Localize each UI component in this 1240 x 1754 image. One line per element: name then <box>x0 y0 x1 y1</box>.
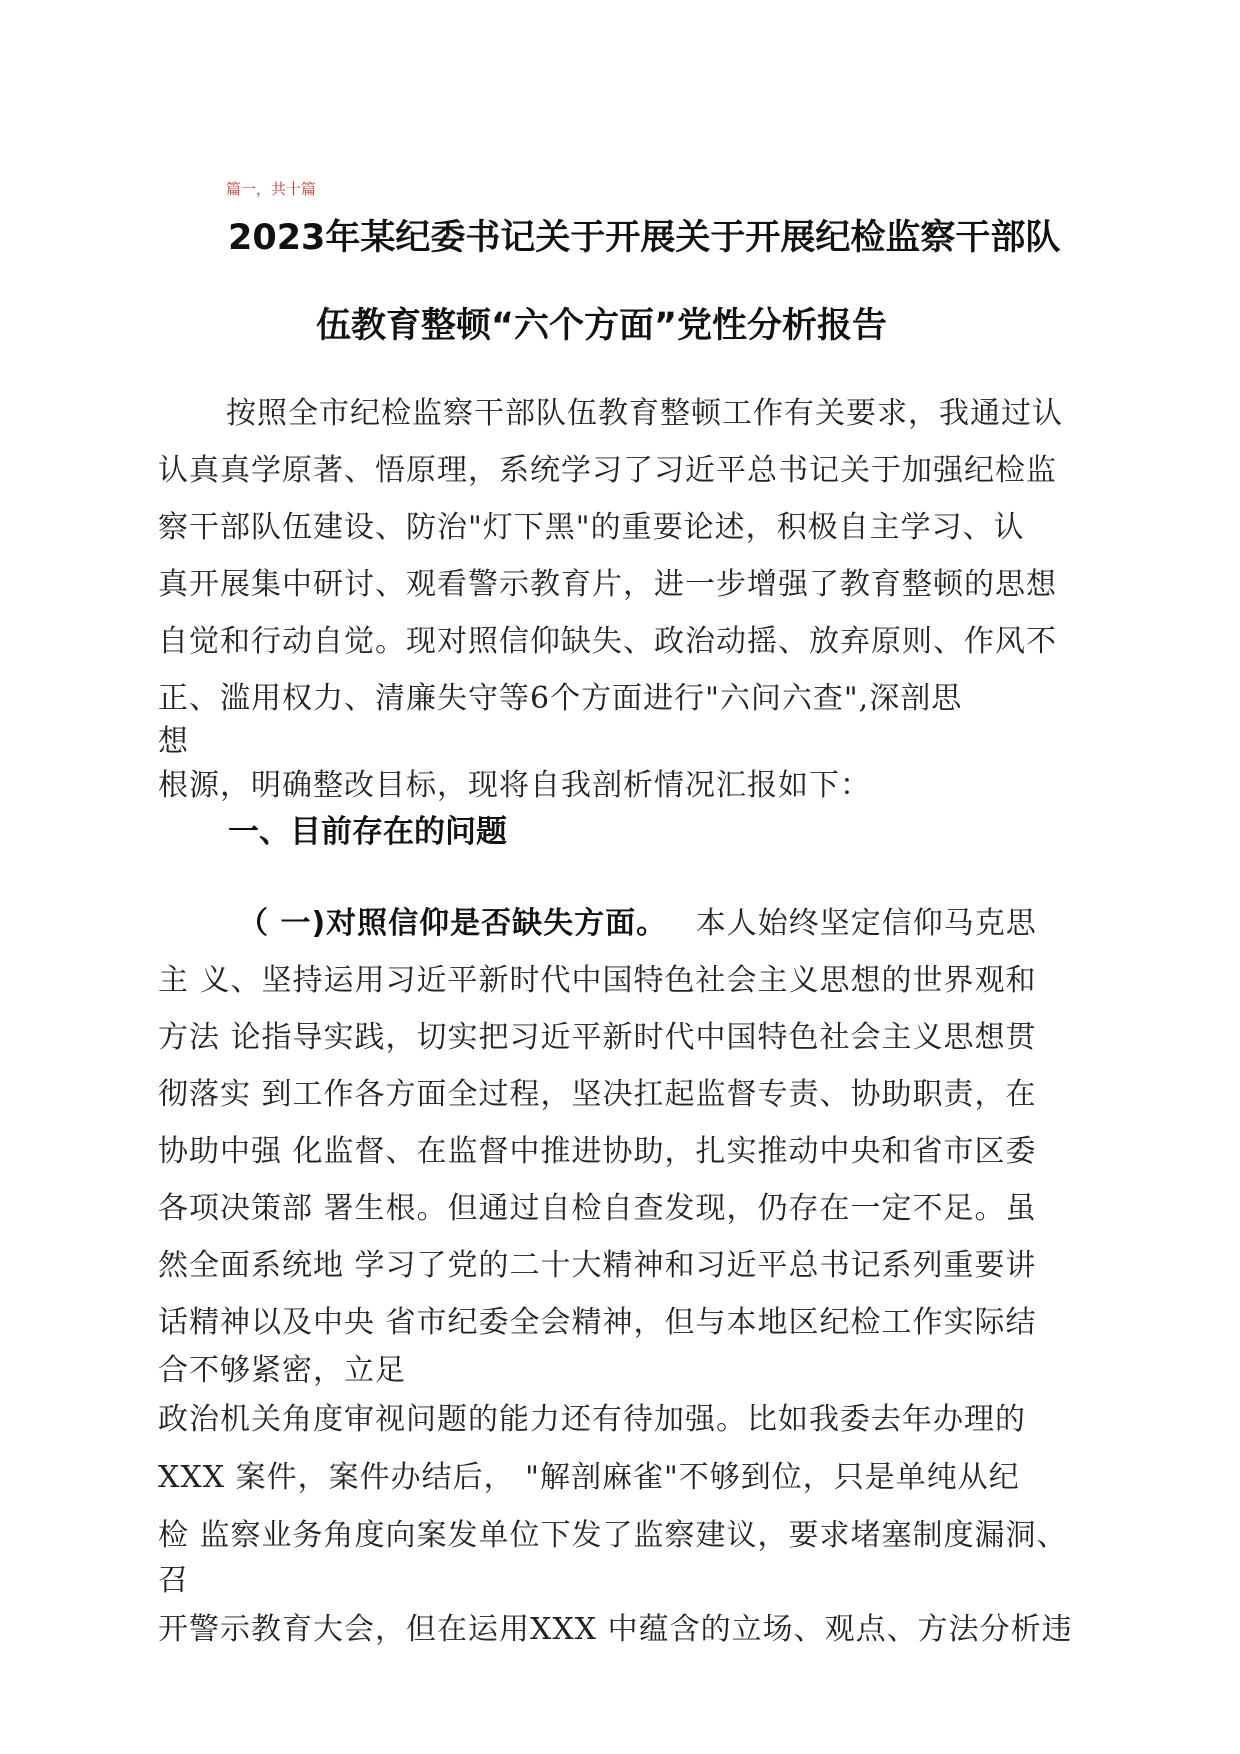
body-line: 然全面系统地 学习了党的二十大精神和习近平总书记系列重要讲 <box>158 1248 1037 1283</box>
body-line: 开警示教育大会，但在运用XXX 中蕴含的立场、观点、方法分析违 <box>158 1612 1073 1647</box>
subsection-text: 本人始终坚定信仰马克思 <box>695 906 1037 941</box>
body-line: 话精神以及中央 省市纪委全会精神，但与本地区纪检工作实际结 <box>158 1305 1037 1340</box>
intro-line: 自觉和行动自觉。现对照信仰缺失、政治动摇、放弃原则、作风不 <box>158 624 1057 659</box>
section-heading: 一、目前存在的问题 <box>228 814 507 850</box>
body-line: 方法 论指导实践，切实把习近平新时代中国特色社会主义思想贯 <box>158 1020 1037 1055</box>
intro-line: 真开展集中研讨、观看警示教育片，进一步增强了教育整顿的思想 <box>158 567 1057 602</box>
intro-line: 按照全市纪检监察干部队伍教育整顿工作有关要求，我通过认 <box>226 396 1063 431</box>
body-line: 召 <box>158 1563 189 1598</box>
body-line: 彻落实 到工作各方面全过程，坚决扛起监督专责、协助职责，在 <box>158 1077 1037 1112</box>
body-line: 各项决策部 署生根。但通过自检自查发现，仍存在一定不足。虽 <box>158 1191 1037 1226</box>
title-line-1: 2023年某纪委书记关于开展关于开展纪检监察干部队 <box>228 218 1061 258</box>
body-line: 合不够紧密，立足 <box>158 1353 406 1388</box>
intro-line: 根源，明确整改目标，现将自我剖析情况汇报如下： <box>158 768 871 803</box>
body-line: 政治机关角度审视问题的能力还有待加强。比如我委去年办理的 <box>158 1402 1026 1437</box>
subsection-label: （ 一)对照信仰是否缺失方面。 <box>238 906 668 941</box>
title-line-2: 伍教育整顿“六个方面”党性分析报告 <box>316 306 888 346</box>
intro-line: 正、滥用权力、清廉失守等6个方面进行"六问六查",深剖思 <box>158 681 963 716</box>
intro-line: 想 <box>158 724 189 759</box>
body-line: 主 义、坚持运用习近平新时代中国特色社会主义思想的世界观和 <box>158 963 1037 998</box>
body-line: XXX 案件，案件办结后， "解剖麻雀"不够到位，只是单纯从纪 <box>158 1460 1020 1495</box>
body-line: 检 监察业务角度向案发单位下发了监察建议，要求堵塞制度漏洞、 <box>158 1518 1068 1553</box>
intro-line: 察干部队伍建设、防治"灯下黑"的重要论述，积极自主学习、认 <box>158 510 1025 545</box>
body-line: 协助中强 化监督、在监督中推进协助，扎实推动中央和省市区委 <box>158 1134 1037 1169</box>
series-note: 篇一，共十篇 <box>226 180 317 198</box>
intro-line: 认真真学原著、悟原理，系统学习了习近平总书记关于加强纪检监 <box>158 453 1057 488</box>
subsection-first-line <box>238 898 1037 942</box>
